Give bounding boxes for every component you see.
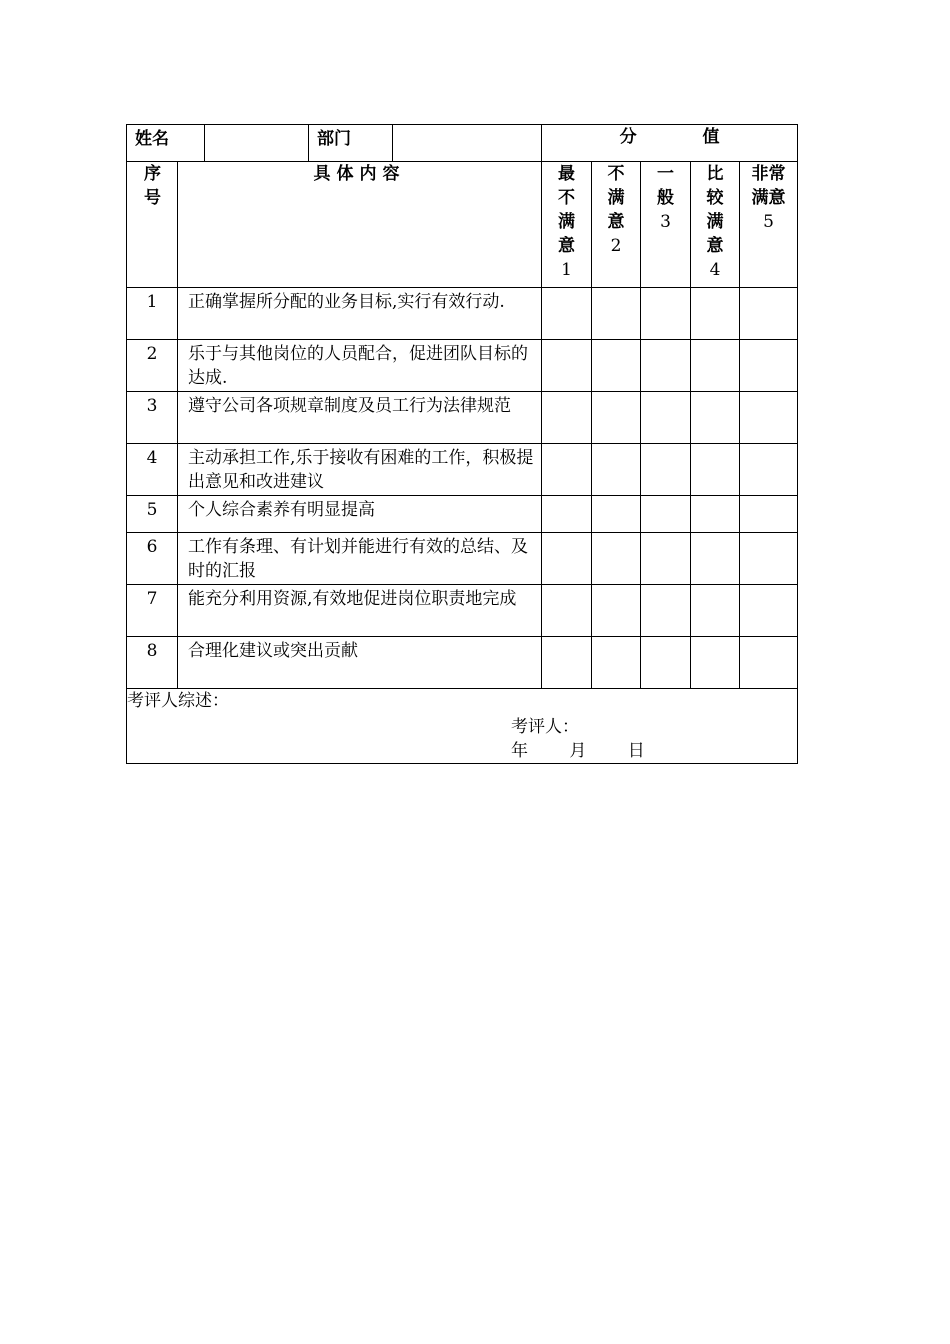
row-content: 个人综合素养有明显提高 [178, 496, 542, 533]
rating-cell[interactable] [691, 340, 740, 392]
rating-cell[interactable] [740, 392, 798, 444]
row-content: 能充分利用资源,有效地促进岗位职责地完成 [178, 585, 542, 637]
rating-cell[interactable] [542, 533, 592, 585]
rating-cell[interactable] [641, 288, 691, 340]
rating-cell[interactable] [542, 496, 592, 533]
name-field[interactable] [205, 125, 309, 162]
summary-cell[interactable] [127, 689, 798, 764]
row-content: 合理化建议或突出贡献 [178, 637, 542, 689]
rating-cell[interactable] [691, 392, 740, 444]
rating-cell[interactable] [592, 637, 641, 689]
rating-cell[interactable] [740, 288, 798, 340]
rating-header-2-label: 不满意 [607, 164, 625, 232]
rating-cell[interactable] [691, 585, 740, 637]
rating-cell[interactable] [641, 585, 691, 637]
rating-cell[interactable] [691, 496, 740, 533]
rating-header-3 [641, 162, 691, 288]
rating-cell[interactable] [542, 585, 592, 637]
rating-cell[interactable] [542, 444, 592, 496]
table-row [127, 288, 798, 340]
rating-header-2-value: 2 [610, 236, 622, 256]
no-column-header: 序号 [127, 162, 178, 288]
content-column-header: 具体内容 [178, 162, 542, 288]
header-row [127, 125, 798, 162]
dept-field[interactable] [393, 125, 542, 162]
name-label: 姓名 [127, 125, 205, 162]
rating-cell[interactable] [592, 533, 641, 585]
rating-cell[interactable] [542, 392, 592, 444]
table-row [127, 340, 798, 392]
rating-cell[interactable] [740, 444, 798, 496]
table-row [127, 392, 798, 444]
rating-header-5 [740, 162, 798, 288]
rating-header-1-label: 最不满意 [558, 164, 575, 256]
rating-header-2 [592, 162, 641, 288]
rating-cell[interactable] [740, 533, 798, 585]
rating-cell[interactable] [641, 496, 691, 533]
rating-cell[interactable] [641, 637, 691, 689]
rating-cell[interactable] [592, 340, 641, 392]
dept-label: 部门 [309, 125, 393, 162]
row-number: 1 [127, 288, 178, 340]
rating-cell[interactable] [691, 444, 740, 496]
table-row [127, 533, 798, 585]
rating-header-1-value: 1 [561, 260, 572, 280]
rating-header-4 [691, 162, 740, 288]
rating-header-5-label: 非常满意 [751, 164, 786, 208]
rating-cell[interactable] [740, 340, 798, 392]
rating-header-4-value: 4 [709, 260, 721, 280]
row-content: 乐于与其他岗位的人员配合，促进团队目标的达成. [178, 340, 542, 392]
evaluation-form [126, 124, 797, 761]
summary-row [127, 689, 798, 764]
row-number: 6 [127, 533, 178, 585]
rating-cell[interactable] [592, 496, 641, 533]
rating-cell[interactable] [542, 637, 592, 689]
rating-cell[interactable] [691, 288, 740, 340]
table-row [127, 585, 798, 637]
reviewer-label: 考评人： [511, 717, 579, 737]
rating-header-4-label: 比较满意 [706, 164, 724, 256]
rating-cell[interactable] [740, 585, 798, 637]
rating-cell[interactable] [542, 288, 592, 340]
summary-area [127, 689, 797, 763]
table-row [127, 637, 798, 689]
column-header-row [127, 162, 798, 288]
row-number: 3 [127, 392, 178, 444]
rating-cell[interactable] [592, 392, 641, 444]
table-row [127, 444, 798, 496]
rating-cell[interactable] [542, 340, 592, 392]
rating-cell[interactable] [641, 444, 691, 496]
rating-cell[interactable] [740, 637, 798, 689]
rating-header-3-label: 一般 [657, 164, 674, 208]
evaluation-table [126, 124, 798, 764]
rating-cell[interactable] [641, 340, 691, 392]
rating-header-1 [542, 162, 592, 288]
row-content: 主动承担工作,乐于接收有困难的工作，积极提出意见和改进建议 [178, 444, 542, 496]
row-number: 8 [127, 637, 178, 689]
row-content: 遵守公司各项规章制度及员工行为法律规范 [178, 392, 542, 444]
row-content: 工作有条理、有计划并能进行有效的总结、及时的汇报 [178, 533, 542, 585]
row-number: 2 [127, 340, 178, 392]
rating-cell[interactable] [592, 444, 641, 496]
row-number: 4 [127, 444, 178, 496]
rating-cell[interactable] [691, 533, 740, 585]
row-number: 7 [127, 585, 178, 637]
rating-cell[interactable] [641, 533, 691, 585]
rating-cell[interactable] [592, 585, 641, 637]
row-number: 5 [127, 496, 178, 533]
summary-label: 考评人综述： [127, 691, 229, 711]
date-label: 年 月 日 [511, 741, 645, 761]
rating-header-3-value: 3 [660, 212, 671, 232]
row-content: 正确掌握所分配的业务目标,实行有效行动. [178, 288, 542, 340]
table-row [127, 496, 798, 533]
rating-cell[interactable] [592, 288, 641, 340]
rating-cell[interactable] [740, 496, 798, 533]
rating-header-5-value: 5 [763, 212, 774, 232]
rating-cell[interactable] [691, 637, 740, 689]
rating-cell[interactable] [641, 392, 691, 444]
score-header: 分 值 [542, 125, 798, 162]
